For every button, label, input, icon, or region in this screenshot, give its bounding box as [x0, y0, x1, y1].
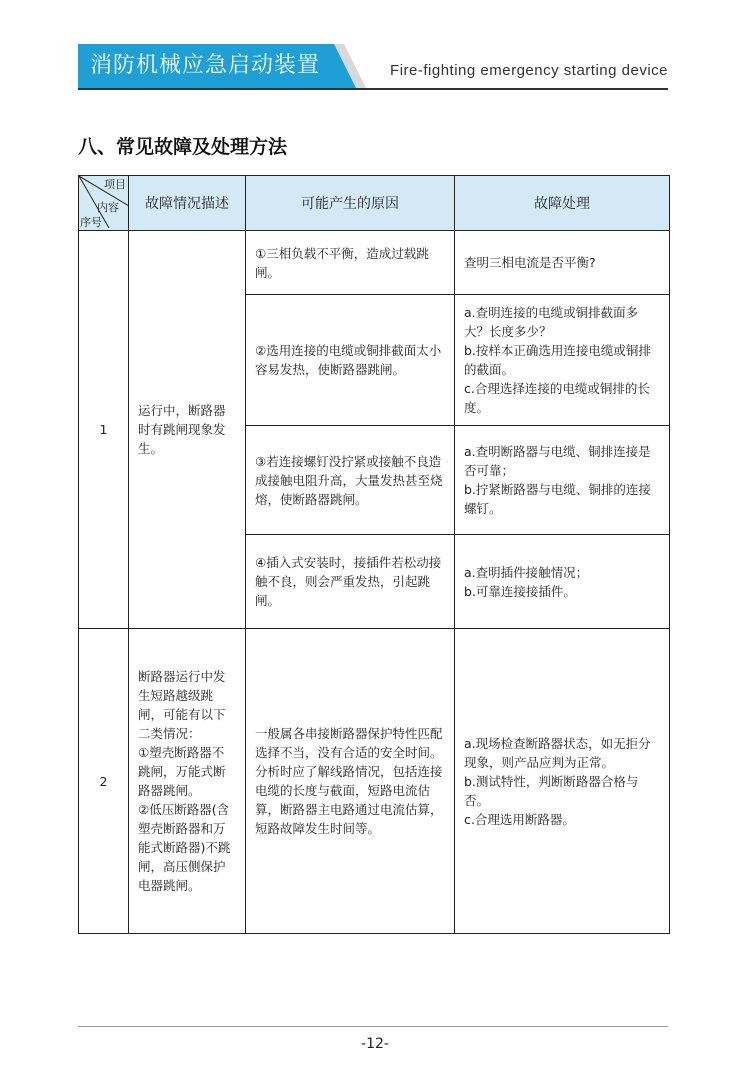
- corner-header-cell: [79, 176, 129, 231]
- row-number: 2: [79, 629, 129, 934]
- corner-label-item: 项目: [104, 178, 126, 191]
- corner-label-number: 序号: [80, 216, 102, 229]
- section-title: 八、常见故障及处理方法: [78, 136, 288, 158]
- column-header: 故障情况描述: [129, 176, 246, 231]
- cause-cell: 一般属各串接断路器保护特性匹配选择不当，没有合适的安全时间。分析时应了解线路情况，包括连接电缆的长度与截面，短路电流估算，断路器主电路通过电流估算，短路故障发生时间等。: [246, 629, 455, 934]
- fault-description: 运行中，断路器时有跳闸现象发生。: [129, 231, 246, 629]
- fix-cell: [455, 426, 670, 535]
- fix-cell: [455, 295, 670, 426]
- fix-line: c.合理选用断路器。: [464, 811, 575, 827]
- fix-line: c.合理选择连接的电缆或铜排的长度。: [464, 381, 650, 415]
- header-title-en: Fire-fighting emergency starting device: [390, 62, 668, 79]
- fault-table: [78, 175, 670, 934]
- cause-cell: ③若连接螺钉没拧紧或接触不良造成接触电阻升高，大量发热甚至烧熔，使断路器跳闸。: [246, 426, 455, 535]
- fix-line: b.测试特性，判断断路器合格与否。: [464, 773, 639, 808]
- fix-cell: [455, 231, 670, 295]
- fault-description: 断路器运行中发生短路越级跳闸，可能有以下二类情况： ①塑壳断路器不跳闸，万能式断路器跳闸。 ②低压断路器(含塑壳断路器和万能式断路器)不跳闸，高压侧保护电器跳闸。: [129, 629, 246, 934]
- header-tab-shape: [326, 44, 366, 88]
- table-row: [79, 629, 670, 934]
- table-row: [79, 231, 670, 295]
- header-divider: [78, 88, 668, 90]
- fix-line: b.拧紧断路器与电缆、铜排的连接螺钉。: [464, 482, 651, 516]
- header-title-band: [78, 44, 334, 88]
- fix-cell: [455, 535, 670, 629]
- cause-cell: ②选用连接的电缆或铜排截面太小容易发热，使断路器跳闸。: [246, 295, 455, 426]
- row-number: 1: [79, 231, 129, 629]
- cause-cell: ④插入式安装时，接插件若松动接触不良，则会严重发热，引起跳闸。: [246, 535, 455, 629]
- cause-cell: ①三相负载不平衡，造成过载跳闸。: [246, 231, 455, 295]
- fix-cell: [455, 629, 670, 934]
- fix-line: a.查明断路器与电缆、铜排连接是否可靠；: [464, 444, 651, 478]
- fix-line: a.查明插件接触情况；: [464, 564, 589, 580]
- fix-line: a.现场检查断路器状态，如无拒分现象，则产品应判为正常。: [464, 735, 651, 770]
- column-header: 故障处理: [455, 176, 670, 231]
- fix-line: a.查明连接的电缆或铜排截面多大？长度多少？: [464, 305, 639, 339]
- corner-label-content: 内容: [97, 201, 119, 214]
- header-title-cn: 消防机械应急启动装置: [90, 53, 321, 78]
- fix-line: b.可靠连接接插件。: [464, 583, 576, 599]
- fix-line: 查明三相电流是否平衡?: [464, 255, 596, 270]
- page-number: -12-: [361, 1036, 389, 1052]
- fix-line: b.按样本正确选用连接电缆或铜排的截面。: [464, 343, 651, 377]
- table-header-row: [79, 176, 670, 231]
- footer-divider: [78, 1026, 668, 1027]
- column-header: 可能产生的原因: [246, 176, 455, 231]
